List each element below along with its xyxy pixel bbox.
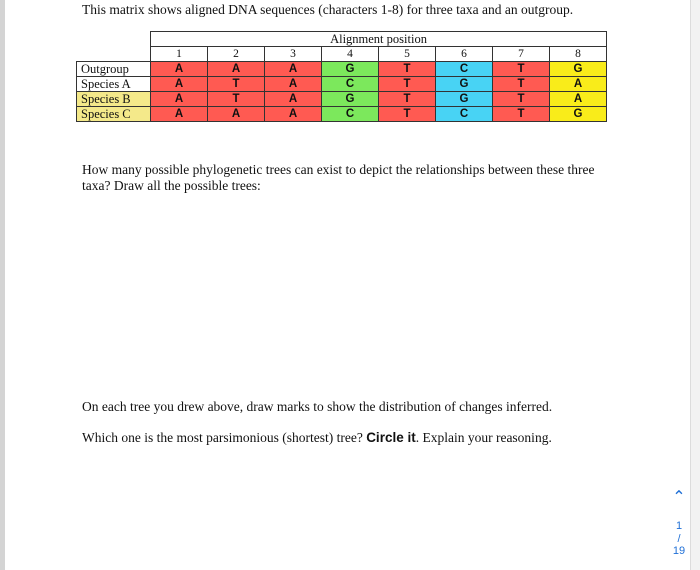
parsimony-text-end: . Explain your reasoning. <box>415 430 552 445</box>
base-cell: A <box>550 77 607 92</box>
parsimony-text: Which one is the most parsimonious (shortest) tree? <box>82 430 367 445</box>
instruction-text: On each tree you drew above, draw marks to show the distribution of changes inferred. <box>82 399 553 414</box>
base-cell: G <box>322 92 379 107</box>
sequence-row <box>77 107 607 122</box>
position-number: 6 <box>436 47 493 62</box>
base-cell: A <box>208 62 265 77</box>
corner-cell <box>77 47 151 62</box>
base-cell: T <box>379 77 436 92</box>
taxon-label: Species A <box>77 77 151 92</box>
base-cell: G <box>436 92 493 107</box>
base-cell: T <box>493 62 550 77</box>
left-frame-edge <box>0 0 5 570</box>
page-separator: / <box>677 533 681 545</box>
position-number: 7 <box>493 47 550 62</box>
taxon-label: Species B <box>77 92 151 107</box>
chevron-up-icon[interactable]: ⌃ <box>672 489 686 506</box>
sequence-row <box>77 92 607 107</box>
base-cell: T <box>493 92 550 107</box>
taxon-label: Outgroup <box>77 62 151 77</box>
base-cell: A <box>550 92 607 107</box>
position-number: 8 <box>550 47 607 62</box>
base-cell: C <box>322 77 379 92</box>
base-cell: T <box>379 92 436 107</box>
intro-text: This matrix shows aligned DNA sequences (characters 1-8) for three taxa and an outgroup. <box>82 2 574 17</box>
base-cell: A <box>151 92 208 107</box>
base-cell: T <box>379 107 436 122</box>
taxon-label: Species C <box>77 107 151 122</box>
base-cell: T <box>379 62 436 77</box>
position-number: 3 <box>265 47 322 62</box>
alignment-header: Alignment position <box>151 32 607 47</box>
base-cell: G <box>436 77 493 92</box>
base-cell: T <box>493 77 550 92</box>
position-number: 1 <box>151 47 208 62</box>
base-cell: G <box>550 107 607 122</box>
base-cell: A <box>151 77 208 92</box>
position-number: 5 <box>379 47 436 62</box>
base-cell: C <box>322 107 379 122</box>
base-cell: A <box>151 62 208 77</box>
sequence-row <box>77 62 607 77</box>
total-pages: 19 <box>672 545 686 557</box>
base-cell: C <box>436 62 493 77</box>
alignment-table <box>76 31 607 122</box>
alignment-title-row <box>77 32 607 47</box>
base-cell: G <box>322 62 379 77</box>
base-cell: C <box>436 107 493 122</box>
right-scroll-panel <box>690 0 700 570</box>
parsimony-question <box>82 430 552 446</box>
sequence-row <box>77 77 607 92</box>
sequence-rows <box>77 62 607 122</box>
base-cell: A <box>265 107 322 122</box>
base-cell: G <box>550 62 607 77</box>
base-cell: T <box>208 92 265 107</box>
question-text: How many possible phylogenetic trees can exist to depict the relationships between these three taxa? Draw all the possible trees: <box>82 162 595 193</box>
base-cell: A <box>265 92 322 107</box>
base-cell: A <box>265 77 322 92</box>
position-row <box>77 47 607 62</box>
page-navigator <box>668 490 690 558</box>
corner-cell <box>77 32 151 47</box>
base-cell: T <box>208 77 265 92</box>
base-cell: T <box>493 107 550 122</box>
base-cell: A <box>151 107 208 122</box>
position-number: 4 <box>322 47 379 62</box>
base-cell: A <box>265 62 322 77</box>
current-page: 1 <box>675 520 683 532</box>
circle-it-emphasis: Circle it <box>366 430 416 445</box>
position-number: 2 <box>208 47 265 62</box>
base-cell: A <box>208 107 265 122</box>
